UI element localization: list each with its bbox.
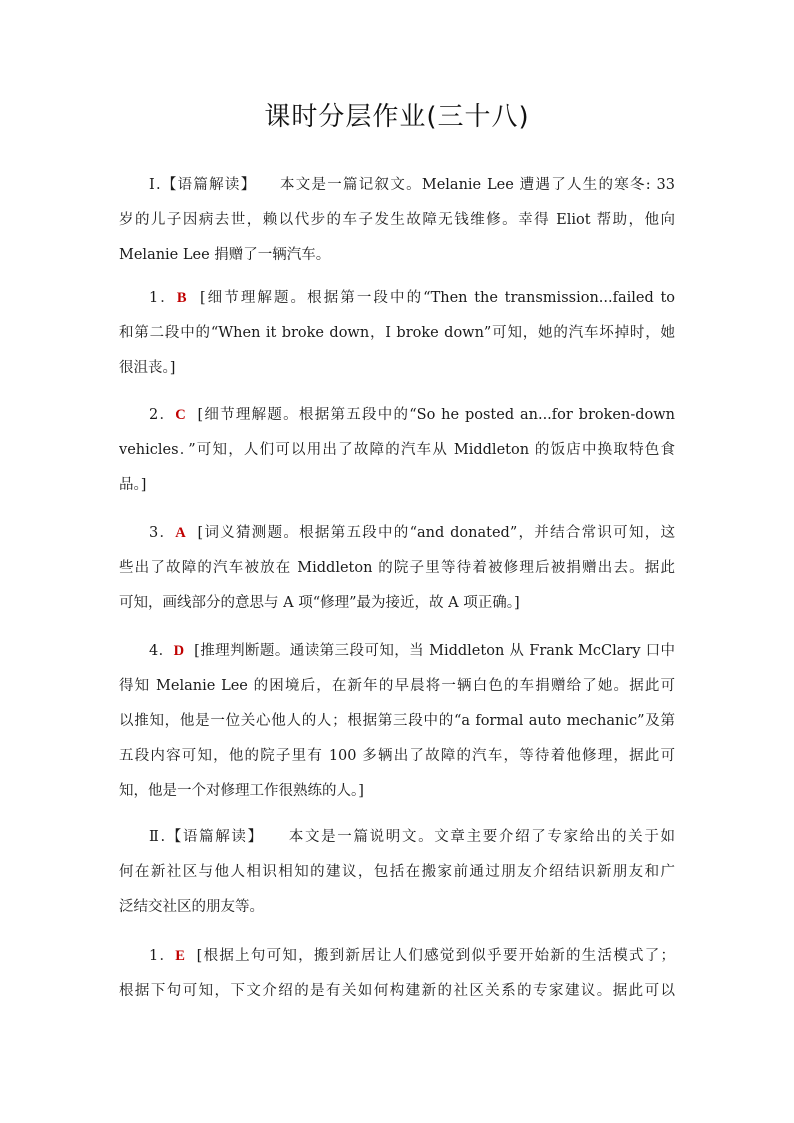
answer-item-3 xyxy=(119,516,675,621)
answer-line: 2．C [细节理解题。根据第五段中的“So he posted an...for broken-down xyxy=(149,407,675,423)
summary-line: Ⅰ.【语篇解读】 本文是一篇记叙文。Melanie Lee 遭遇了人生的寒冬: 33 xyxy=(149,177,675,193)
answer-line: 些出了故障的汽车被放在 Middleton 的院子里等待着被修理后被捐赠出去。据此 xyxy=(119,560,675,576)
answer-line: vehicles．”可知，人们可以用出了故障的汽车从 Middleton 的饭店中换取特色食 xyxy=(119,442,675,458)
summary-line: Melanie Lee 捐赠了一辆汽车。 xyxy=(119,247,331,263)
answer-line: 很沮丧。] xyxy=(119,360,176,376)
summary-line: 泛结交社区的朋友等。 xyxy=(119,899,264,915)
summary-line: 岁的儿子因病去世，赖以代步的车子发生故障无钱维修。幸得 Eliot 帮助，他向 xyxy=(119,212,675,228)
item-number: 1． xyxy=(149,948,176,964)
answer-line: 3．A [词义猜测题。根据第五段中的“and donated”，并结合常识可知，这 xyxy=(149,525,675,541)
answer-line: 得知 Melanie Lee 的困境后，在新年的早晨将一辆白色的车捐赠给了她。据此可 xyxy=(119,678,675,694)
summary-line: 何在新社区与他人相识相知的建议，包括在搬家前通过朋友介绍结识新朋友和广 xyxy=(119,864,675,880)
answer-item-1 xyxy=(119,281,675,386)
answer-letter: C xyxy=(175,407,186,423)
answer-line: 可知，画线部分的意思与 A 项“修理”最为接近，故 A 项正确。] xyxy=(119,595,520,611)
section1-label: Ⅰ.【语篇解读】 xyxy=(149,177,257,193)
answer-item-ii-1 xyxy=(119,939,675,1009)
page-title: 课时分层作业(三十八) xyxy=(264,102,530,132)
item-number: 1． xyxy=(149,290,177,306)
answer-line: 4．D [推理判断题。通读第三段可知，当 Middleton 从 Frank McClary 口中 xyxy=(149,643,675,659)
item-number: 4． xyxy=(149,643,174,659)
item-number: 3． xyxy=(149,525,176,541)
answer-letter: B xyxy=(176,290,187,306)
answer-item-2 xyxy=(119,398,675,503)
section2-label: Ⅱ.【语篇解读】 xyxy=(149,829,264,845)
answer-letter: E xyxy=(175,948,185,964)
answer-line: 品。] xyxy=(119,477,147,493)
answer-line: 和第二段中的“When it broke down，I broke down”可知，她的汽车坏掉时，她 xyxy=(119,325,675,341)
answer-letter: A xyxy=(175,525,186,541)
answer-item-4 xyxy=(119,634,675,809)
answer-line: 五段内容可知，他的院子里有 100 多辆出了故障的汽车，等待着他修理，据此可 xyxy=(119,748,675,764)
answer-line: 知，他是一个对修理工作很熟练的人。] xyxy=(119,783,364,799)
section2-summary xyxy=(119,820,675,925)
answer-letter: D xyxy=(173,643,185,659)
answer-line: 以推知，他是一位关心他人的人；根据第三段中的“a formal auto mechanic”及第 xyxy=(119,713,675,729)
section1-summary xyxy=(119,168,675,273)
item-number: 2． xyxy=(149,407,176,423)
summary-line: Ⅱ.【语篇解读】 本文是一篇说明文。文章主要介绍了专家给出的关于如 xyxy=(149,829,675,845)
answer-line: 1．E [根据上句可知，搬到新居让人们感觉到似乎要开始新的生活模式了； xyxy=(149,948,675,964)
answer-line: 根据下句可知，下文介绍的是有关如何构建新的社区关系的专家建议。据此可以 xyxy=(119,983,675,999)
answer-line: 1．B [细节理解题。根据第一段中的“Then the transmission...failed to xyxy=(149,290,675,306)
